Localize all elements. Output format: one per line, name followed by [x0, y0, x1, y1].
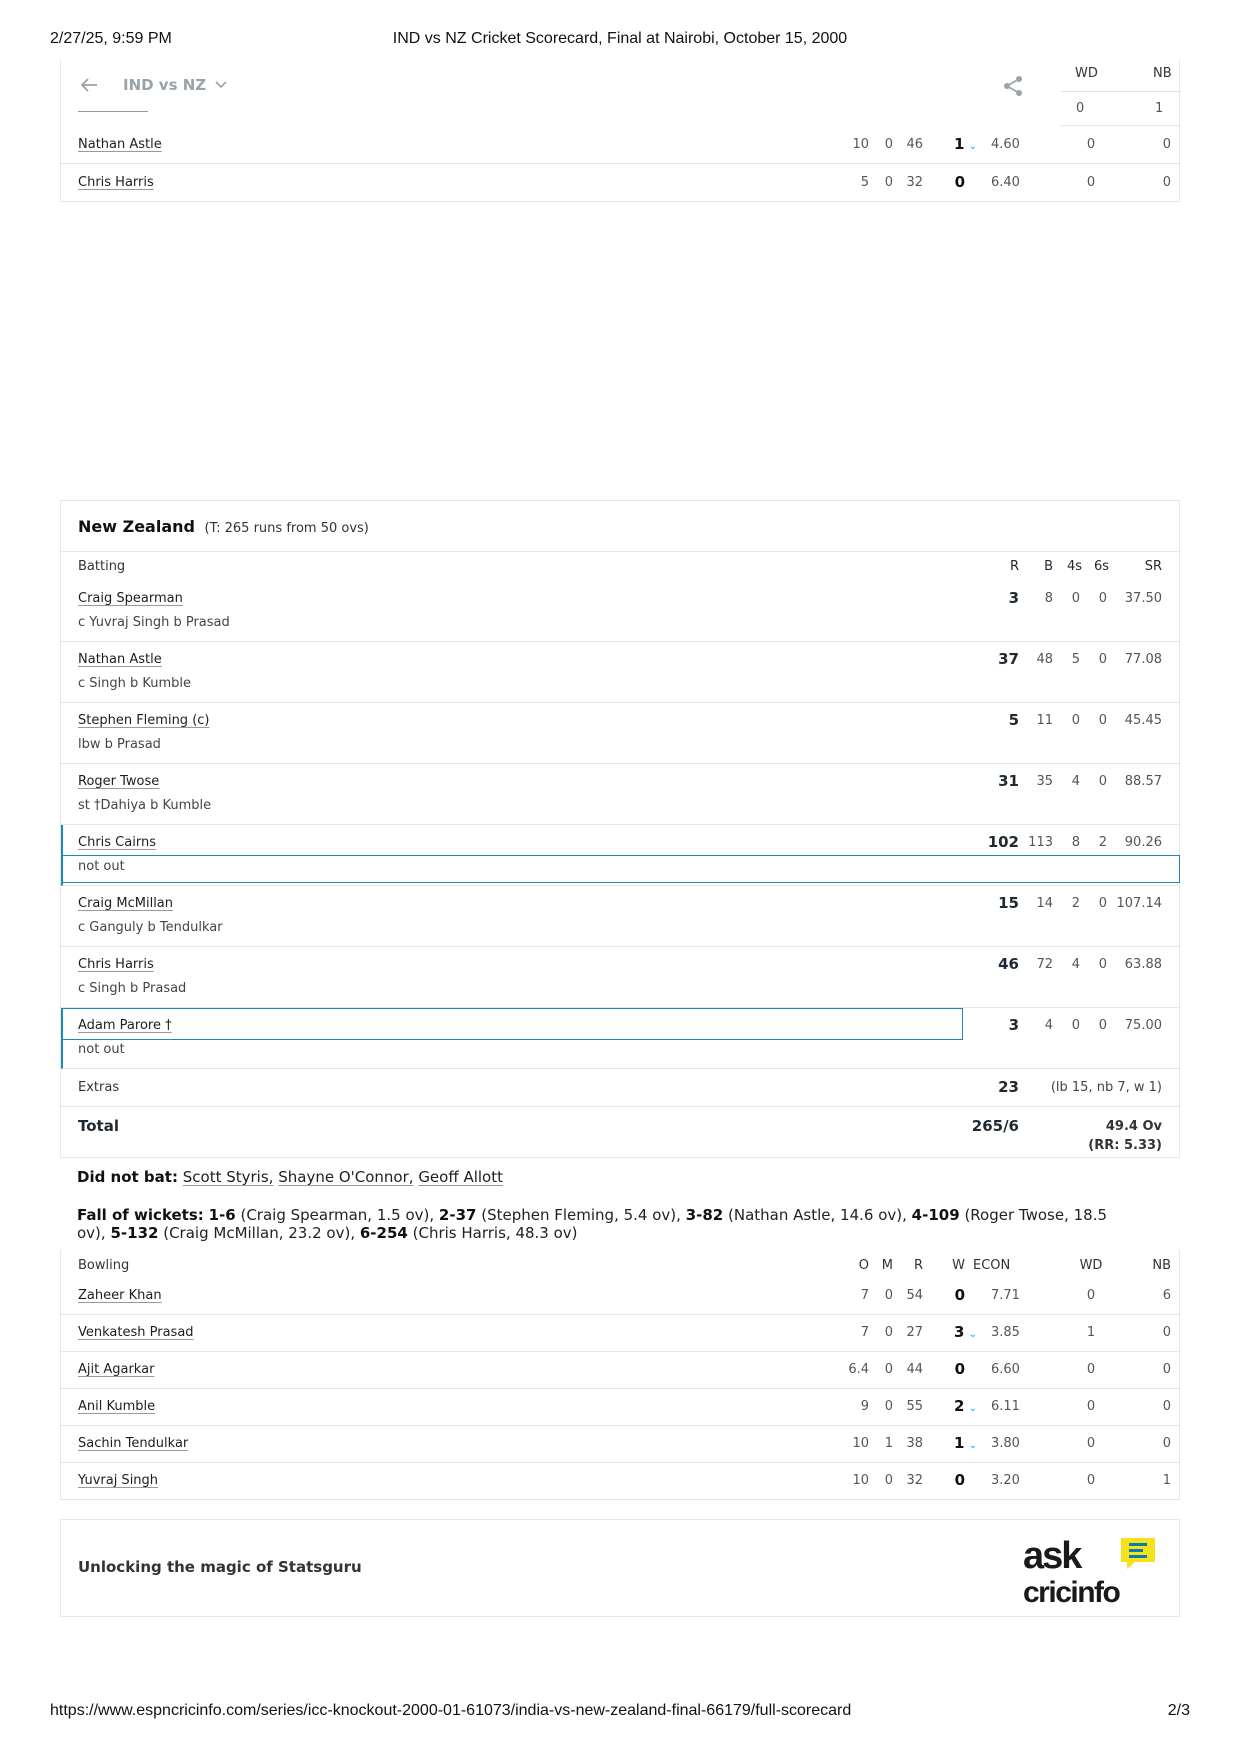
batter-balls: 8 — [1044, 591, 1053, 606]
bowler-overs: 10 — [852, 137, 869, 152]
logo-text-top: ask — [1023, 1535, 1081, 1577]
batter-sixes: 0 — [1098, 591, 1107, 606]
bowler-econ: 3.20 — [991, 1473, 1020, 1488]
bowler-row — [61, 164, 1179, 202]
batter-fours: 2 — [1071, 896, 1080, 911]
print-url: https://www.espncricinfo.com/series/icc-knockout-2000-01-61073/india-vs-new-zealand-final-66179/full-scorecard — [50, 1702, 852, 1719]
bowler-name-link[interactable]: Anil Kumble — [78, 1399, 156, 1414]
bowler-runs: 54 — [906, 1288, 923, 1303]
bowler-row — [61, 1426, 1179, 1463]
batter-balls: 11 — [1036, 713, 1053, 728]
batter-name-link[interactable]: Craig Spearman — [78, 591, 183, 606]
total-label: Total — [78, 1117, 119, 1135]
bowler-wd: 1 — [1086, 1325, 1096, 1340]
bowler-wickets: 0 — [954, 1286, 965, 1304]
bowler-overs: 7 — [860, 1325, 869, 1340]
batter-strike-rate: 63.88 — [1124, 957, 1162, 972]
batter-name-link[interactable]: Chris Harris — [78, 957, 154, 972]
back-arrow-icon[interactable] — [78, 74, 100, 96]
header-balls: B — [1044, 559, 1053, 574]
batter-name-link[interactable]: Nathan Astle — [78, 652, 162, 667]
bowler-row — [61, 1315, 1179, 1352]
batter-name-link[interactable]: Chris Cairns — [78, 835, 156, 850]
header-wickets: W — [952, 1258, 965, 1273]
fow-score: 6-254 — [359, 1224, 408, 1242]
bowler-econ: 3.80 — [991, 1436, 1020, 1451]
batter-strike-rate: 37.50 — [1124, 591, 1162, 606]
bowler-name-link[interactable]: Venkatesh Prasad — [78, 1325, 194, 1340]
header-nb: NB — [1153, 66, 1172, 81]
peek-nb: 1 — [1155, 101, 1164, 116]
batter-strike-rate: 75.00 — [1124, 1018, 1162, 1033]
bowler-maidens: 0 — [884, 1325, 893, 1340]
fow-score: 4-109 — [911, 1206, 960, 1224]
bowling-header-wd-nb — [1061, 60, 1181, 92]
batter-row-highlighted — [61, 1008, 1179, 1069]
batter-name-link[interactable]: Stephen Fleming (c) — [78, 713, 210, 728]
batter-balls: 35 — [1036, 774, 1053, 789]
batter-row — [61, 764, 1179, 825]
target-text: (T: 265 runs from 50 ovs) — [204, 521, 369, 536]
bowler-nb: 0 — [1162, 175, 1171, 190]
dnb-player-link[interactable]: Scott Styris, — [182, 1168, 274, 1186]
bowler-wickets: 1 — [954, 1434, 965, 1452]
batter-sixes: 0 — [1098, 957, 1107, 972]
bowler-overs: 6.4 — [848, 1362, 869, 1377]
total-overs: 49.4 Ov — [1105, 1119, 1162, 1134]
print-header — [50, 30, 1190, 52]
bowler-runs: 46 — [906, 137, 923, 152]
bowler-name-link[interactable]: Yuvraj Singh — [78, 1473, 159, 1488]
total-run-rate: (RR: 5.33) — [1088, 1138, 1162, 1153]
share-icon[interactable] — [1001, 74, 1025, 98]
extras-value: 23 — [998, 1078, 1019, 1096]
fall-of-wickets — [77, 1206, 1137, 1242]
batter-strike-rate: 88.57 — [1124, 774, 1162, 789]
nz-batting-card — [60, 500, 1180, 1158]
batter-runs: 5 — [1008, 711, 1019, 729]
bowler-maidens: 0 — [884, 1288, 893, 1303]
bowler-wickets: 1 — [954, 135, 965, 153]
bowler-maidens: 0 — [884, 1362, 893, 1377]
bowler-overs: 9 — [860, 1399, 869, 1414]
batter-balls: 48 — [1036, 652, 1053, 667]
batter-name-link[interactable]: Roger Twose — [78, 774, 160, 789]
bowler-wickets: 3 — [954, 1323, 965, 1341]
batter-balls: 14 — [1036, 896, 1053, 911]
logo-text-bottom: cricinfo — [1023, 1576, 1120, 1606]
bowler-name-link[interactable]: Sachin Tendulkar — [78, 1436, 189, 1451]
dismissal-text: lbw b Prasad — [78, 737, 161, 752]
batter-fours: 4 — [1071, 774, 1080, 789]
bowler-overs: 10 — [852, 1473, 869, 1488]
batter-fours: 4 — [1071, 957, 1080, 972]
dismissal-text: not out — [78, 859, 125, 874]
bowler-wd: 0 — [1086, 1362, 1096, 1377]
print-timestamp: 2/27/25, 9:59 PM — [50, 30, 172, 47]
batter-runs: 31 — [998, 772, 1019, 790]
bowler-runs: 27 — [906, 1325, 923, 1340]
header-nb: NB — [1152, 1258, 1171, 1273]
batter-name-link[interactable]: Adam Parore † — [78, 1018, 172, 1033]
bowler-econ: 3.85 — [991, 1325, 1020, 1340]
bowler-overs: 7 — [860, 1288, 869, 1303]
bowler-econ: 6.60 — [991, 1362, 1020, 1377]
dnb-player-link[interactable]: Geoff Allott — [418, 1168, 503, 1186]
fow-detail: (Craig McMillan, 23.2 ov), — [163, 1224, 356, 1242]
batter-sixes: 0 — [1098, 774, 1107, 789]
fow-score: 5-132 — [110, 1224, 159, 1242]
chevron-down-icon — [215, 80, 227, 90]
bowler-maidens: 0 — [884, 1399, 893, 1414]
batter-fours: 5 — [1071, 652, 1080, 667]
bowler-wickets: 0 — [954, 1471, 965, 1489]
batter-sixes: 0 — [1098, 1018, 1107, 1033]
print-footer — [50, 1702, 1190, 1724]
batter-balls: 113 — [1028, 835, 1053, 850]
header-econ: ECON — [973, 1258, 1011, 1273]
bowler-wd: 0 — [1086, 137, 1096, 152]
batter-sixes: 0 — [1098, 896, 1107, 911]
batter-fours: 8 — [1071, 835, 1080, 850]
bowler-maidens: 1 — [884, 1436, 893, 1451]
batter-runs: 102 — [987, 833, 1019, 851]
bowler-runs: 55 — [906, 1399, 923, 1414]
dismissal-text: st †Dahiya b Kumble — [78, 798, 212, 813]
bowler-nb: 0 — [1162, 1325, 1171, 1340]
bowler-maidens: 0 — [884, 175, 893, 190]
sticky-nav-bar — [61, 60, 1061, 112]
bowler-wd: 0 — [1086, 1436, 1096, 1451]
bowler-maidens: 0 — [884, 137, 893, 152]
fow-detail: (Nathan Astle, 14.6 ov), — [728, 1206, 907, 1224]
dismissal-text: c Ganguly b Tendulkar — [78, 920, 223, 935]
batter-runs: 3 — [1008, 1016, 1019, 1034]
chevron-down-icon: ⌄ — [968, 1329, 977, 1340]
bowler-econ: 7.71 — [991, 1288, 1020, 1303]
batter-strike-rate: 45.45 — [1124, 713, 1162, 728]
batter-strike-rate: 90.26 — [1124, 835, 1162, 850]
bowler-name-link[interactable]: Nathan Astle — [78, 137, 162, 152]
ask-cricinfo-logo[interactable] — [1021, 1534, 1161, 1606]
bowler-row — [61, 1389, 1179, 1426]
bowler-overs: 5 — [860, 175, 869, 190]
fow-label: Fall of wickets: — [77, 1206, 204, 1224]
fow-detail: (Craig Spearman, 1.5 ov), — [240, 1206, 435, 1224]
fow-detail: (Roger Twose, 18.5 ov), — [77, 1206, 1108, 1242]
bowler-econ: 6.40 — [991, 175, 1020, 190]
bowler-row — [61, 1278, 1179, 1315]
header-wd: WD — [1079, 1258, 1103, 1273]
bowler-runs: 32 — [906, 175, 923, 190]
highlight-outline — [61, 855, 1180, 883]
hidden-row-edge — [78, 102, 148, 112]
previous-bowling-fragment — [60, 60, 1180, 202]
dismissal-text: c Yuvraj Singh b Prasad — [78, 615, 230, 630]
header-sr: SR — [1144, 559, 1162, 574]
bowler-runs: 44 — [906, 1362, 923, 1377]
chevron-down-icon: ⌄ — [968, 1403, 977, 1414]
match-switcher[interactable] — [123, 76, 227, 94]
batter-sixes: 0 — [1098, 713, 1107, 728]
bowler-wd: 0 — [1086, 1288, 1096, 1303]
dismissal-text: c Singh b Kumble — [78, 676, 192, 691]
bowler-name-link[interactable]: Zaheer Khan — [78, 1288, 162, 1303]
bowler-nb: 6 — [1162, 1288, 1171, 1303]
print-page-title: IND vs NZ Cricket Scorecard, Final at Nairobi, October 15, 2000 — [392, 30, 848, 47]
bowler-wd: 0 — [1086, 1473, 1096, 1488]
batting-header-row — [61, 551, 1179, 581]
total-value: 265/6 — [971, 1117, 1019, 1135]
bowler-wd: 0 — [1086, 1399, 1096, 1414]
header-batting: Batting — [78, 559, 126, 574]
india-bowling-card — [60, 1250, 1180, 1500]
bowler-nb: 1 — [1162, 1473, 1171, 1488]
statsguru-promo[interactable] — [60, 1519, 1180, 1617]
dismissal-text: not out — [78, 1042, 125, 1057]
bowler-wickets: 2 — [954, 1397, 965, 1415]
header-fours: 4s — [1066, 559, 1082, 574]
fow-score: 1-6 — [208, 1206, 236, 1224]
bowler-nb: 0 — [1162, 1362, 1171, 1377]
peek-row — [1061, 92, 1179, 126]
header-maidens: M — [881, 1258, 893, 1273]
batter-runs: 15 — [998, 894, 1019, 912]
batter-name-link[interactable]: Craig McMillan — [78, 896, 174, 911]
bowler-row — [61, 1463, 1179, 1500]
batter-strike-rate: 77.08 — [1124, 652, 1162, 667]
fow-score: 3-82 — [685, 1206, 724, 1224]
bowler-nb: 0 — [1162, 137, 1171, 152]
team-name: New Zealand — [78, 517, 195, 536]
innings-title — [78, 517, 369, 536]
logo-bubble — [1121, 1538, 1155, 1569]
batter-runs: 3 — [1008, 589, 1019, 607]
batter-fours: 0 — [1071, 1018, 1080, 1033]
batter-row — [61, 947, 1179, 1008]
extras-detail: (lb 15, nb 7, w 1) — [1050, 1080, 1162, 1095]
bowler-wickets: 0 — [954, 1360, 965, 1378]
batter-sixes: 0 — [1098, 652, 1107, 667]
batter-row — [61, 581, 1179, 642]
batter-sixes: 2 — [1098, 835, 1107, 850]
batter-row — [61, 886, 1179, 947]
bowler-nb: 0 — [1162, 1399, 1171, 1414]
header-runs: R — [1009, 559, 1019, 574]
header-sixes: 6s — [1093, 559, 1109, 574]
dnb-player-link[interactable]: Shayne O'Connor, — [278, 1168, 414, 1186]
batter-fours: 0 — [1071, 591, 1080, 606]
print-page-number: 2/3 — [1167, 1702, 1190, 1719]
extras-row — [61, 1069, 1179, 1107]
batter-row-highlighted — [61, 825, 1179, 886]
promo-text: Unlocking the magic of Statsguru — [78, 1558, 362, 1576]
batter-row — [61, 642, 1179, 703]
header-runs: R — [913, 1258, 923, 1273]
bowler-wd: 0 — [1086, 175, 1096, 190]
bowler-row — [61, 1352, 1179, 1389]
match-switcher-label: IND vs NZ — [123, 76, 207, 94]
fow-score: 2-37 — [438, 1206, 477, 1224]
bowler-name-link[interactable]: Ajit Agarkar — [78, 1362, 155, 1377]
bowler-wickets: 0 — [954, 173, 965, 191]
batter-fours: 0 — [1071, 713, 1080, 728]
fow-detail: (Stephen Fleming, 5.4 ov), — [481, 1206, 681, 1224]
bowler-nb: 0 — [1162, 1436, 1171, 1451]
bowler-row — [61, 126, 1179, 164]
header-overs: O — [858, 1258, 869, 1273]
header-wd: WD — [1075, 66, 1098, 81]
extras-label: Extras — [78, 1080, 120, 1095]
bowler-name-link[interactable]: Chris Harris — [78, 175, 154, 190]
did-not-bat — [77, 1168, 503, 1186]
bowler-overs: 10 — [852, 1436, 869, 1451]
bowler-econ: 6.11 — [991, 1399, 1020, 1414]
chevron-down-icon: ⌄ — [968, 141, 977, 152]
bowling-header-row — [61, 1250, 1179, 1278]
highlight-outline — [61, 1008, 963, 1040]
bowler-econ: 4.60 — [991, 137, 1020, 152]
bowler-runs: 32 — [906, 1473, 923, 1488]
fow-detail: (Chris Harris, 48.3 ov) — [412, 1224, 578, 1242]
bowler-runs: 38 — [906, 1436, 923, 1451]
header-bowling: Bowling — [78, 1258, 130, 1273]
did-not-bat-label: Did not bat: — [77, 1168, 178, 1186]
batter-runs: 46 — [998, 955, 1019, 973]
bowler-maidens: 0 — [884, 1473, 893, 1488]
batter-row — [61, 703, 1179, 764]
batter-strike-rate: 107.14 — [1116, 896, 1162, 911]
chevron-down-icon: ⌄ — [968, 1440, 977, 1451]
batter-runs: 37 — [998, 650, 1019, 668]
batter-balls: 72 — [1036, 957, 1053, 972]
dismissal-text: c Singh b Prasad — [78, 981, 187, 996]
batter-balls: 4 — [1044, 1018, 1053, 1033]
total-row — [61, 1107, 1179, 1159]
peek-wd: 0 — [1076, 101, 1085, 116]
